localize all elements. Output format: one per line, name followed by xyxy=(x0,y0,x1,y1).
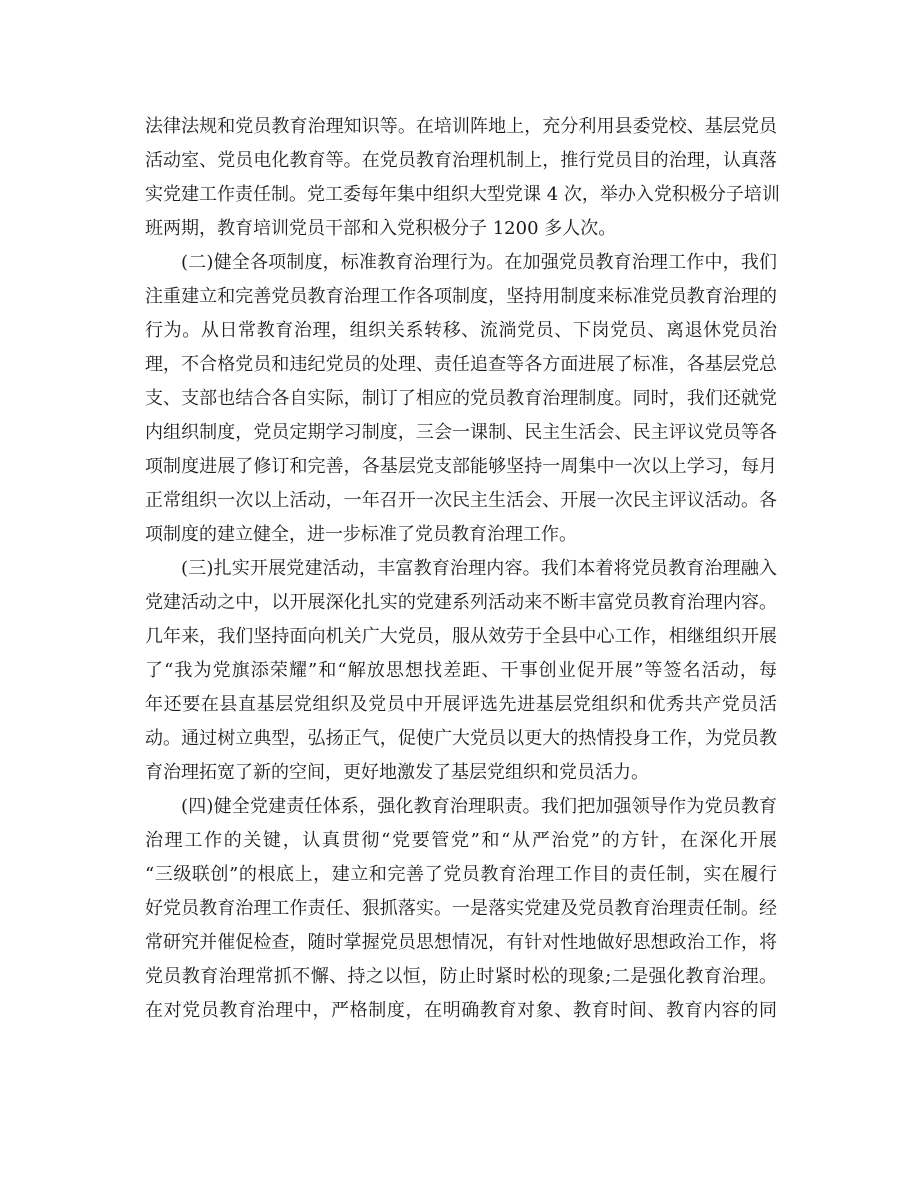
text-line: 班两期，教育培训党员干部和入党积极分子 1200 多人次。 xyxy=(145,218,617,239)
text-line: 动。通过树立典型，弘扬正气，促使广大党员以更大的热情投身工作，为党员教 xyxy=(145,728,777,749)
text-line: 实党建工作责任制。党工委每年集中组织大型党课 4 次，举办入党积极分子培训 xyxy=(145,184,780,205)
paragraph-section-four xyxy=(145,790,777,1028)
text-line: (三)扎实开展党建活动，丰富教育治理内容。我们本着将党员教育治理融入 xyxy=(181,558,777,579)
text-line: 年还要在县直基层党组织及党员中开展评选先进基层党组织和优秀共产党员活 xyxy=(145,694,777,715)
text-line: (二)健全各项制度，标准教育治理行为。在加强党员教育治理工作中，我们 xyxy=(181,252,777,273)
text-line: 正常组织一次以上活动，一年召开一次民主生活会、开展一次民主评议活动。各 xyxy=(145,490,777,511)
text-line: 项制度的建立健全，进一步标准了党员教育治理工作。 xyxy=(145,524,577,545)
text-line: 育治理拓宽了新的空间，更好地激发了基层党组织和党员活力。 xyxy=(145,762,649,783)
text-line: 项制度进展了修订和完善，各基层党支部能够坚持一周集中一次以上学习，每月 xyxy=(145,456,777,477)
text-line: 理，不合格党员和违纪党员的处理、责任追查等各方面进展了标准，各基层党总 xyxy=(145,354,777,375)
text-line: 活动室、党员电化教育等。在党员教育治理机制上，推行党员目的治理，认真落 xyxy=(145,150,777,171)
paragraph-continuation xyxy=(145,110,780,246)
text-line: 法律法规和党员教育治理知识等。在培训阵地上，充分利用县委党校、基层党员 xyxy=(145,116,777,137)
text-line: (四)健全党建责任体系，强化教育治理职责。我们把加强领导作为党员教育 xyxy=(181,796,777,817)
text-line: 支、支部也结合各自实际，制订了相应的党员教育治理制度。同时，我们还就党 xyxy=(145,388,777,409)
text-line: 党建活动之中，以开展深化扎实的党建系列活动来不断丰富党员教育治理内容。 xyxy=(145,592,777,613)
text-line: 党员教育治理常抓不懈、持之以恒，防止时紧时松的现象;二是强化教育治理。 xyxy=(145,966,777,987)
text-line: 治理工作的关键，认真贯彻“党要管党”和“从严治党”的方针，在深化开展 xyxy=(145,830,777,851)
text-line: 行为。从日常教育治理，组织关系转移、流淌党员、下岗党员、离退休党员治 xyxy=(145,320,777,341)
document-body xyxy=(145,110,780,1028)
text-line: 在对党员教育治理中，严格制度，在明确教育对象、教育时间、教育内容的同 xyxy=(145,1000,777,1021)
paragraph-section-two xyxy=(145,246,777,552)
text-line: 几年来，我们坚持面向机关广大党员，服从效劳于全县中心工作，相继组织开展 xyxy=(145,626,777,647)
text-line: 内组织制度，党员定期学习制度，三会一课制、民主生活会、民主评议党员等各 xyxy=(145,422,777,443)
text-line: 了“我为党旗添荣耀”和“解放思想找差距、干事创业促开展”等签名活动，每 xyxy=(145,660,777,681)
text-line: “三级联创”的根底上，建立和完善了党员教育治理工作目的责任制，实在履行 xyxy=(145,864,777,885)
paragraph-section-three xyxy=(145,552,777,790)
text-line: 注重建立和完善党员教育治理工作各项制度，坚持用制度来标准党员教育治理的 xyxy=(145,286,777,307)
text-line: 常研究并催促检查，随时掌握党员思想情况，有针对性地做好思想政治工作，将 xyxy=(145,932,777,953)
text-line: 好党员教育治理工作责任、狠抓落实。一是落实党建及党员教育治理责任制。经 xyxy=(145,898,777,919)
